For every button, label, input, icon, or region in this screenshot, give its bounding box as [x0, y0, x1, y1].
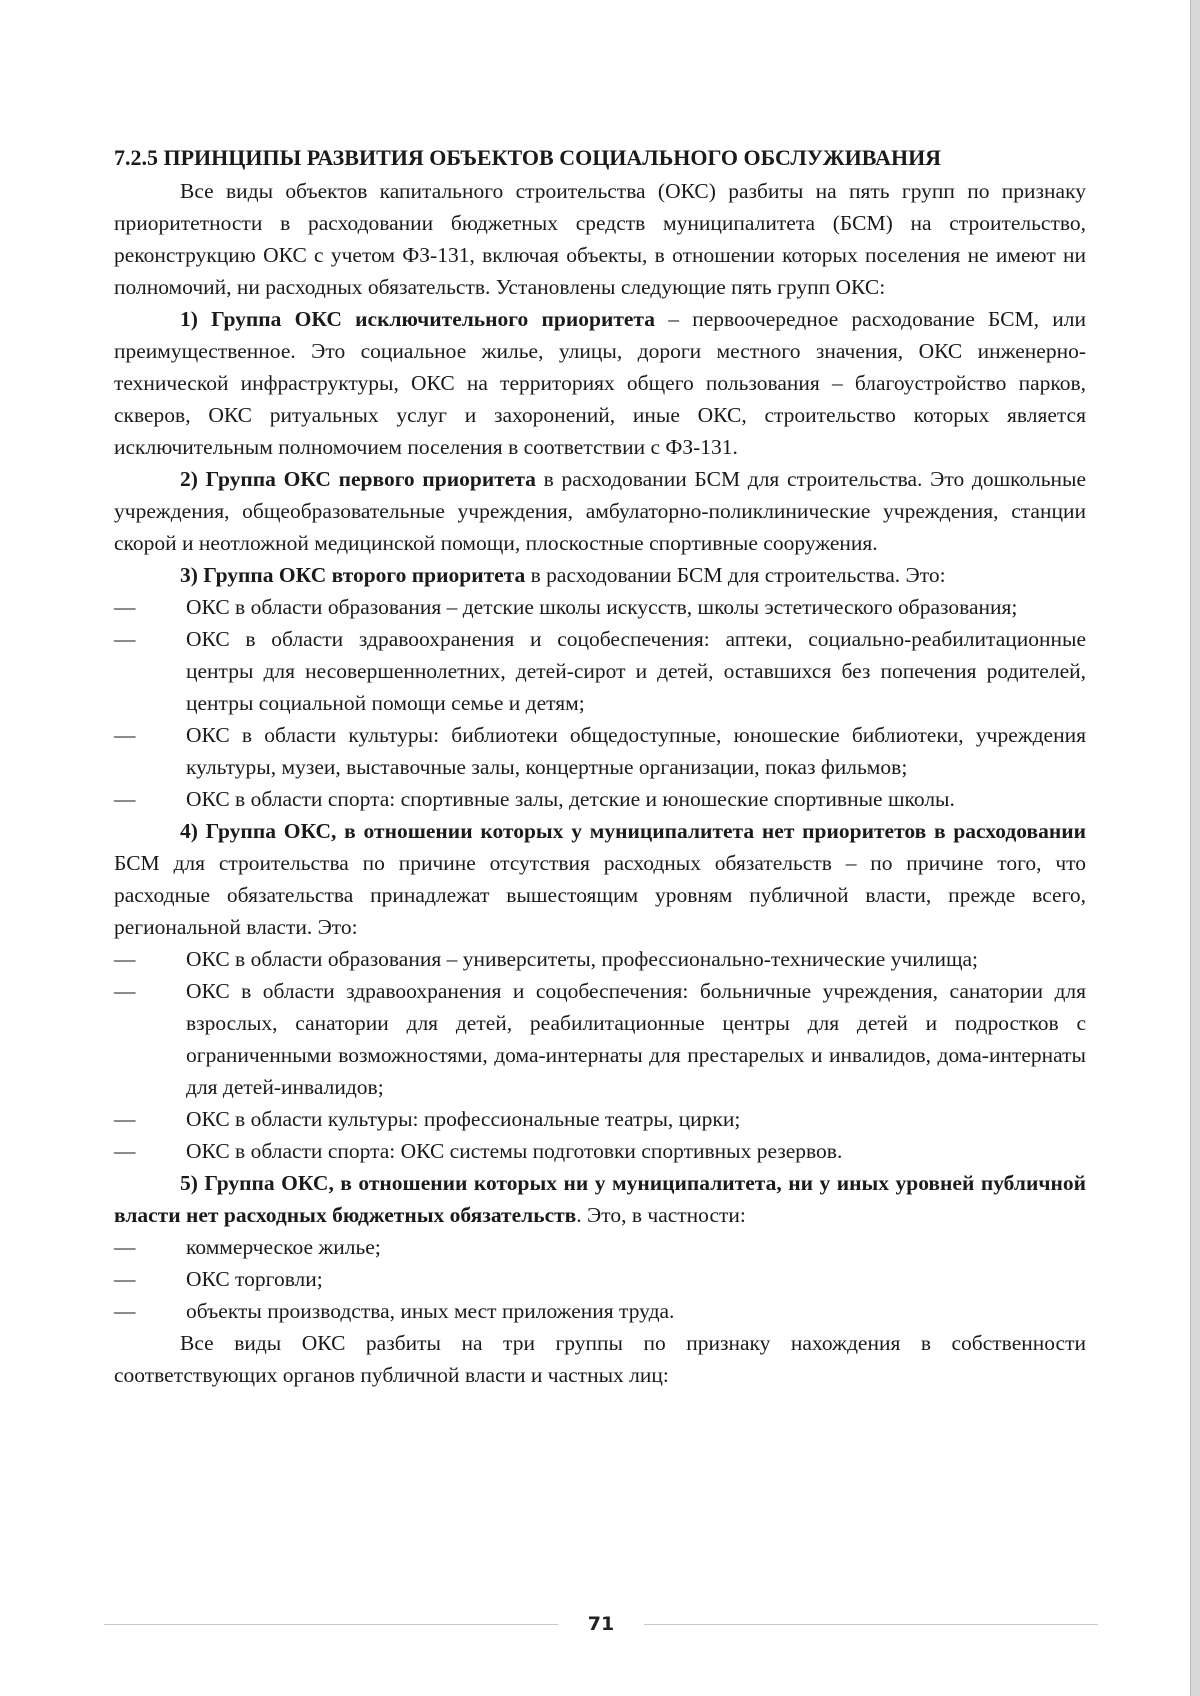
- list-dash: —: [114, 1267, 136, 1291]
- list-item: — коммерческое жилье;: [114, 1231, 1086, 1263]
- list-item: — ОКС в области культуры: библиотеки общедоступные, юношеские библиотеки, учреждения культуры, музеи, выставочные залы, концертные организации, показ фильмов;: [114, 719, 1086, 783]
- intro-paragraph: Все виды объектов капитального строительства (ОКС) разбиты на пять групп по признаку приоритетности в расходовании бюджетных средств муниципалитета (БСМ) на строительство, реконструкцию ОКС с учетом ФЗ-131, включая объекты, в отношении которых поселения не имеют ни полномочий, ни расходных обязательств. Установлены следующие пять групп ОКС:: [114, 179, 1086, 299]
- section-heading: 7.2.5 ПРИНЦИПЫ РАЗВИТИЯ ОБЪЕКТОВ СОЦИАЛЬНОГО ОБСЛУЖИВАНИЯ: [114, 145, 942, 170]
- list-item: — ОКС в области образования – детские школы искусств, школы эстетического образования;: [114, 591, 1086, 623]
- list-dash: —: [114, 947, 136, 971]
- group-2-text: в расходовании БСМ для строительства. Это дошкольные учреждения, общеобразовательные учреждения, амбулаторно-поликлинические учреждения, станции скорой и неотложной медицинской помощи, плоскостные спортивные сооружения.: [114, 467, 1086, 555]
- list-dash: —: [114, 1107, 136, 1131]
- list-dash: —: [114, 979, 136, 1003]
- footer-rule-left: [104, 1624, 558, 1625]
- page-number: 71: [587, 1613, 615, 1635]
- list-dash: —: [114, 1139, 136, 1163]
- list-item: — ОКС в области культуры: профессиональные театры, цирки;: [114, 1103, 1086, 1135]
- list-item: — ОКС торговли;: [114, 1263, 1086, 1295]
- group-4-text: БСМ для строительства по причине отсутствия расходных обязательств – по причине того, что расходные обязательства принадлежат вышестоящим уровням публичной власти, прежде всего, региональной власти. Это:: [114, 851, 1086, 939]
- group-5-title: 5) Группа ОКС, в отношении которых ни у муниципалитета, ни у иных уровней публичной власти нет расходных бюджетных обязательств: [114, 1171, 1086, 1227]
- list-item: — объекты производства, иных мест приложения труда.: [114, 1295, 1086, 1327]
- page-content: [114, 142, 1086, 1391]
- closing-paragraph: Все виды ОКС разбиты на три группы по признаку нахождения в собственности соответствующих органов публичной власти и частных лиц:: [114, 1331, 1086, 1387]
- group-3-list: [114, 591, 1086, 815]
- list-dash: —: [114, 787, 136, 811]
- footer-rule-right: [644, 1624, 1098, 1625]
- group-4-paragraph: [114, 815, 1086, 943]
- group-5-list: [114, 1231, 1086, 1327]
- list-dash: —: [114, 595, 136, 619]
- list-item: — ОКС в области здравоохранения и соцобеспечения: больничные учреждения, санатории для взрослых, санатории для детей, реабилитационные центры для детей и подростков с ограниченными возможностями, дома-интернаты для престарелых и инвалидов, дома-интернаты для детей-инвалидов;: [114, 975, 1086, 1103]
- list-dash: —: [114, 723, 136, 747]
- list-dash: —: [114, 1299, 136, 1323]
- group-5-paragraph: [114, 1167, 1086, 1231]
- group-1-title: 1) Группа ОКС исключительного приоритета: [180, 307, 656, 331]
- group-3-paragraph: [114, 559, 1086, 591]
- group-1-text: – первоочередное расходование БСМ, или преимущественное. Это социальное жилье, улицы, дороги местного значения, ОКС инженерно-технической инфраструктуры, ОКС на территориях общего пользования – благоустройство парков, скверов, ОКС ритуальных услуг и захоронений, иные ОКС, строительство которых является исключительным полномочием поселения в соответствии с ФЗ-131.: [114, 307, 1086, 459]
- group-2-paragraph: [114, 463, 1086, 559]
- list-dash: —: [114, 627, 136, 651]
- list-item: — ОКС в области здравоохранения и соцобеспечения: аптеки, социально-реабилитационные центры для несовершеннолетних, детей-сирот и детей, оставшихся без попечения родителей, центры социальной помощи семье и детям;: [114, 623, 1086, 719]
- list-dash: —: [114, 1235, 136, 1259]
- group-1-paragraph: [114, 303, 1086, 463]
- group-3-text: в расходовании БСМ для строительства. Это:: [525, 563, 946, 587]
- group-4-list: [114, 943, 1086, 1167]
- group-4-title: 4) Группа ОКС, в отношении которых у муниципалитета нет приоритетов в расходовании: [180, 819, 1086, 843]
- page-edge-shadow: [1190, 0, 1200, 1696]
- group-5-text: . Это, в частности:: [576, 1203, 746, 1227]
- page-footer: [104, 1606, 1098, 1642]
- list-item: — ОКС в области спорта: спортивные залы, детские и юношеские спортивные школы.: [114, 783, 1086, 815]
- group-3-title: 3) Группа ОКС второго приоритета: [180, 563, 526, 587]
- group-2-title: 2) Группа ОКС первого приоритета: [180, 467, 536, 491]
- list-item: — ОКС в области спорта: ОКС системы подготовки спортивных резервов.: [114, 1135, 1086, 1167]
- list-item: — ОКС в области образования – университеты, профессионально-технические училища;: [114, 943, 1086, 975]
